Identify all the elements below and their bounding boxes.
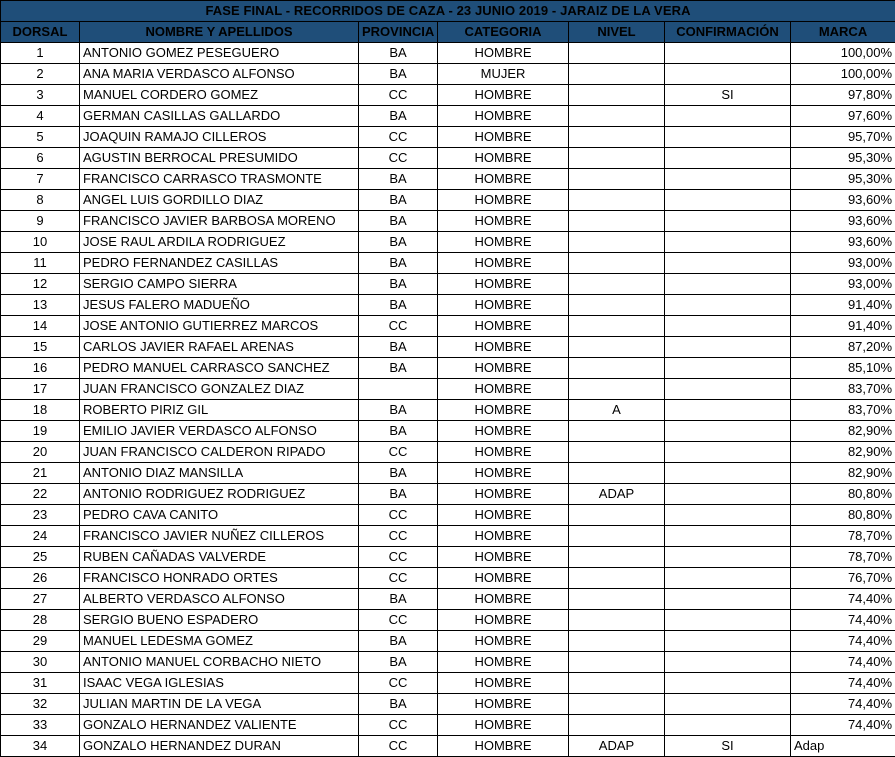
cell-marca: 74,40%: [791, 673, 895, 694]
cell-confirmacion: [665, 190, 791, 211]
cell-dorsal: 33: [1, 715, 80, 736]
cell-dorsal: 18: [1, 400, 80, 421]
table-row: [1, 400, 895, 421]
cell-nombre: GONZALO HERNANDEZ DURAN: [80, 736, 359, 757]
cell-marca: 80,80%: [791, 505, 895, 526]
cell-confirmacion: [665, 337, 791, 358]
cell-confirmacion: [665, 358, 791, 379]
cell-confirmacion: [665, 421, 791, 442]
cell-confirmacion: [665, 148, 791, 169]
cell-confirmacion: [665, 253, 791, 274]
cell-nivel: [569, 547, 665, 568]
cell-marca: 91,40%: [791, 316, 895, 337]
cell-nombre: ROBERTO PIRIZ GIL: [80, 400, 359, 421]
table-row: [1, 253, 895, 274]
cell-marca: 97,60%: [791, 106, 895, 127]
cell-nombre: CARLOS JAVIER RAFAEL ARENAS: [80, 337, 359, 358]
cell-confirmacion: [665, 631, 791, 652]
cell-categoria: HOMBRE: [438, 694, 569, 715]
table-row: [1, 127, 895, 148]
table-row: [1, 169, 895, 190]
column-header-categoria: CATEGORIA: [438, 22, 569, 43]
cell-provincia: BA: [359, 295, 438, 316]
cell-categoria: HOMBRE: [438, 484, 569, 505]
cell-nombre: ANA MARIA VERDASCO ALFONSO: [80, 64, 359, 85]
cell-categoria: HOMBRE: [438, 610, 569, 631]
cell-confirmacion: [665, 463, 791, 484]
cell-confirmacion: [665, 547, 791, 568]
cell-confirmacion: [665, 673, 791, 694]
cell-categoria: HOMBRE: [438, 295, 569, 316]
cell-categoria: MUJER: [438, 64, 569, 85]
cell-nivel: [569, 64, 665, 85]
cell-provincia: BA: [359, 631, 438, 652]
cell-confirmacion: [665, 442, 791, 463]
column-header-confirmacion: CONFIRMACIÓN: [665, 22, 791, 43]
cell-nivel: [569, 85, 665, 106]
cell-confirmacion: [665, 589, 791, 610]
table-row: [1, 547, 895, 568]
cell-nivel: [569, 190, 665, 211]
cell-provincia: CC: [359, 568, 438, 589]
cell-nombre: ANTONIO DIAZ MANSILLA: [80, 463, 359, 484]
cell-provincia: BA: [359, 400, 438, 421]
cell-categoria: HOMBRE: [438, 589, 569, 610]
cell-confirmacion: [665, 484, 791, 505]
cell-dorsal: 11: [1, 253, 80, 274]
cell-confirmacion: [665, 610, 791, 631]
cell-marca: 97,80%: [791, 85, 895, 106]
table-row: [1, 610, 895, 631]
cell-categoria: HOMBRE: [438, 442, 569, 463]
cell-dorsal: 2: [1, 64, 80, 85]
cell-categoria: HOMBRE: [438, 631, 569, 652]
cell-dorsal: 9: [1, 211, 80, 232]
table-row: [1, 232, 895, 253]
table-row: [1, 421, 895, 442]
cell-provincia: CC: [359, 715, 438, 736]
cell-dorsal: 28: [1, 610, 80, 631]
cell-provincia: BA: [359, 589, 438, 610]
cell-nombre: EMILIO JAVIER VERDASCO ALFONSO: [80, 421, 359, 442]
cell-provincia: BA: [359, 106, 438, 127]
cell-categoria: HOMBRE: [438, 169, 569, 190]
cell-categoria: HOMBRE: [438, 736, 569, 757]
cell-dorsal: 15: [1, 337, 80, 358]
cell-categoria: HOMBRE: [438, 505, 569, 526]
cell-nombre: MANUEL LEDESMA GOMEZ: [80, 631, 359, 652]
cell-confirmacion: [665, 400, 791, 421]
cell-provincia: BA: [359, 232, 438, 253]
cell-provincia: [359, 379, 438, 400]
header-row: [1, 22, 895, 43]
cell-dorsal: 3: [1, 85, 80, 106]
cell-nombre: ANTONIO RODRIGUEZ RODRIGUEZ: [80, 484, 359, 505]
cell-dorsal: 17: [1, 379, 80, 400]
cell-marca: 83,70%: [791, 400, 895, 421]
table-row: [1, 379, 895, 400]
cell-categoria: HOMBRE: [438, 190, 569, 211]
cell-nivel: [569, 148, 665, 169]
cell-categoria: HOMBRE: [438, 463, 569, 484]
table-row: [1, 85, 895, 106]
cell-confirmacion: [665, 652, 791, 673]
cell-confirmacion: [665, 694, 791, 715]
cell-marca: 85,10%: [791, 358, 895, 379]
cell-provincia: BA: [359, 211, 438, 232]
table-row: [1, 484, 895, 505]
cell-provincia: BA: [359, 652, 438, 673]
cell-provincia: CC: [359, 547, 438, 568]
cell-marca: Adap: [791, 736, 895, 757]
cell-nombre: MANUEL CORDERO GOMEZ: [80, 85, 359, 106]
cell-nombre: SERGIO CAMPO SIERRA: [80, 274, 359, 295]
cell-provincia: BA: [359, 358, 438, 379]
cell-dorsal: 23: [1, 505, 80, 526]
cell-nombre: ANGEL LUIS GORDILLO DIAZ: [80, 190, 359, 211]
cell-marca: 80,80%: [791, 484, 895, 505]
cell-nombre: PEDRO MANUEL CARRASCO SANCHEZ: [80, 358, 359, 379]
cell-marca: 93,00%: [791, 253, 895, 274]
table-row: [1, 526, 895, 547]
cell-nivel: [569, 169, 665, 190]
cell-dorsal: 31: [1, 673, 80, 694]
table-row: [1, 316, 895, 337]
cell-nivel: [569, 232, 665, 253]
cell-dorsal: 14: [1, 316, 80, 337]
cell-nombre: PEDRO CAVA CANITO: [80, 505, 359, 526]
cell-confirmacion: [665, 232, 791, 253]
cell-dorsal: 8: [1, 190, 80, 211]
cell-nivel: [569, 442, 665, 463]
cell-categoria: HOMBRE: [438, 211, 569, 232]
cell-provincia: BA: [359, 463, 438, 484]
cell-marca: 74,40%: [791, 694, 895, 715]
cell-marca: 87,20%: [791, 337, 895, 358]
cell-dorsal: 29: [1, 631, 80, 652]
cell-categoria: HOMBRE: [438, 547, 569, 568]
cell-nombre: JESUS FALERO MADUEÑO: [80, 295, 359, 316]
cell-dorsal: 21: [1, 463, 80, 484]
column-header-dorsal: DORSAL: [1, 22, 80, 43]
table-row: [1, 442, 895, 463]
table-row: [1, 106, 895, 127]
cell-nombre: FRANCISCO HONRADO ORTES: [80, 568, 359, 589]
cell-dorsal: 27: [1, 589, 80, 610]
cell-confirmacion: [665, 274, 791, 295]
table-row: [1, 568, 895, 589]
cell-categoria: HOMBRE: [438, 379, 569, 400]
cell-marca: 76,70%: [791, 568, 895, 589]
results-body: [1, 43, 895, 757]
cell-dorsal: 1: [1, 43, 80, 64]
cell-marca: 74,40%: [791, 715, 895, 736]
cell-categoria: HOMBRE: [438, 274, 569, 295]
cell-nombre: JOSE RAUL ARDILA RODRIGUEZ: [80, 232, 359, 253]
cell-provincia: CC: [359, 673, 438, 694]
cell-categoria: HOMBRE: [438, 673, 569, 694]
cell-dorsal: 20: [1, 442, 80, 463]
cell-confirmacion: [665, 568, 791, 589]
table-row: [1, 295, 895, 316]
table-row: [1, 505, 895, 526]
table-row: [1, 631, 895, 652]
cell-categoria: HOMBRE: [438, 148, 569, 169]
cell-dorsal: 6: [1, 148, 80, 169]
cell-categoria: HOMBRE: [438, 253, 569, 274]
cell-categoria: HOMBRE: [438, 358, 569, 379]
cell-confirmacion: [665, 526, 791, 547]
cell-dorsal: 32: [1, 694, 80, 715]
cell-confirmacion: [665, 316, 791, 337]
cell-confirmacion: [665, 106, 791, 127]
cell-provincia: CC: [359, 526, 438, 547]
cell-nombre: ALBERTO VERDASCO ALFONSO: [80, 589, 359, 610]
column-header-provincia: PROVINCIA: [359, 22, 438, 43]
cell-nivel: [569, 652, 665, 673]
cell-marca: 95,70%: [791, 127, 895, 148]
cell-nivel: [569, 463, 665, 484]
cell-confirmacion: [665, 295, 791, 316]
table-row: [1, 43, 895, 64]
cell-marca: 74,40%: [791, 610, 895, 631]
cell-nivel: [569, 568, 665, 589]
cell-nivel: [569, 337, 665, 358]
cell-marca: 95,30%: [791, 169, 895, 190]
cell-dorsal: 34: [1, 736, 80, 757]
cell-dorsal: 25: [1, 547, 80, 568]
cell-marca: 93,60%: [791, 211, 895, 232]
cell-confirmacion: [665, 715, 791, 736]
cell-nombre: JOSE ANTONIO GUTIERREZ MARCOS: [80, 316, 359, 337]
table-row: [1, 337, 895, 358]
cell-nivel: A: [569, 400, 665, 421]
cell-marca: 78,70%: [791, 526, 895, 547]
table-row: [1, 64, 895, 85]
cell-dorsal: 19: [1, 421, 80, 442]
table-row: [1, 190, 895, 211]
cell-confirmacion: [665, 169, 791, 190]
cell-nivel: [569, 589, 665, 610]
cell-nombre: JUAN FRANCISCO GONZALEZ DIAZ: [80, 379, 359, 400]
cell-confirmacion: [665, 64, 791, 85]
cell-confirmacion: [665, 127, 791, 148]
cell-provincia: BA: [359, 694, 438, 715]
cell-provincia: CC: [359, 610, 438, 631]
cell-provincia: BA: [359, 274, 438, 295]
cell-provincia: CC: [359, 736, 438, 757]
title-row: [1, 1, 895, 22]
cell-dorsal: 10: [1, 232, 80, 253]
table-row: [1, 358, 895, 379]
cell-dorsal: 30: [1, 652, 80, 673]
cell-provincia: BA: [359, 64, 438, 85]
cell-confirmacion: [665, 505, 791, 526]
cell-provincia: BA: [359, 484, 438, 505]
cell-nivel: ADAP: [569, 484, 665, 505]
cell-nivel: [569, 316, 665, 337]
cell-categoria: HOMBRE: [438, 316, 569, 337]
cell-nivel: [569, 673, 665, 694]
cell-nombre: ISAAC VEGA IGLESIAS: [80, 673, 359, 694]
cell-marca: 82,90%: [791, 463, 895, 484]
cell-marca: 93,00%: [791, 274, 895, 295]
cell-nivel: [569, 379, 665, 400]
cell-dorsal: 4: [1, 106, 80, 127]
cell-provincia: CC: [359, 505, 438, 526]
cell-categoria: HOMBRE: [438, 568, 569, 589]
cell-confirmacion: [665, 43, 791, 64]
cell-dorsal: 5: [1, 127, 80, 148]
cell-marca: 91,40%: [791, 295, 895, 316]
table-row: [1, 694, 895, 715]
cell-nivel: ADAP: [569, 736, 665, 757]
cell-marca: 74,40%: [791, 652, 895, 673]
cell-provincia: BA: [359, 421, 438, 442]
cell-categoria: HOMBRE: [438, 421, 569, 442]
cell-marca: 100,00%: [791, 64, 895, 85]
cell-dorsal: 24: [1, 526, 80, 547]
cell-confirmacion: SI: [665, 85, 791, 106]
cell-nombre: FRANCISCO JAVIER NUÑEZ CILLEROS: [80, 526, 359, 547]
cell-nombre: FRANCISCO CARRASCO TRASMONTE: [80, 169, 359, 190]
cell-nivel: [569, 526, 665, 547]
cell-marca: 82,90%: [791, 442, 895, 463]
cell-dorsal: 13: [1, 295, 80, 316]
cell-categoria: HOMBRE: [438, 232, 569, 253]
table-row: [1, 736, 895, 757]
cell-marca: 83,70%: [791, 379, 895, 400]
cell-dorsal: 26: [1, 568, 80, 589]
cell-nivel: [569, 253, 665, 274]
cell-provincia: CC: [359, 442, 438, 463]
cell-marca: 95,30%: [791, 148, 895, 169]
cell-dorsal: 7: [1, 169, 80, 190]
cell-nivel: [569, 43, 665, 64]
cell-nombre: RUBEN CAÑADAS VALVERDE: [80, 547, 359, 568]
cell-nombre: GONZALO HERNANDEZ VALIENTE: [80, 715, 359, 736]
cell-categoria: HOMBRE: [438, 43, 569, 64]
column-header-nivel: NIVEL: [569, 22, 665, 43]
cell-nombre: PEDRO FERNANDEZ CASILLAS: [80, 253, 359, 274]
cell-marca: 74,40%: [791, 631, 895, 652]
cell-provincia: CC: [359, 127, 438, 148]
table-row: [1, 211, 895, 232]
cell-nombre: ANTONIO MANUEL CORBACHO NIETO: [80, 652, 359, 673]
cell-provincia: CC: [359, 316, 438, 337]
table-row: [1, 715, 895, 736]
table-row: [1, 589, 895, 610]
cell-nivel: [569, 421, 665, 442]
cell-categoria: HOMBRE: [438, 400, 569, 421]
cell-nombre: SERGIO BUENO ESPADERO: [80, 610, 359, 631]
cell-nivel: [569, 211, 665, 232]
cell-nivel: [569, 274, 665, 295]
cell-nivel: [569, 715, 665, 736]
cell-categoria: HOMBRE: [438, 526, 569, 547]
table-row: [1, 673, 895, 694]
cell-dorsal: 22: [1, 484, 80, 505]
cell-categoria: HOMBRE: [438, 715, 569, 736]
cell-categoria: HOMBRE: [438, 127, 569, 148]
table-row: [1, 274, 895, 295]
cell-marca: 93,60%: [791, 190, 895, 211]
table-row: [1, 463, 895, 484]
cell-confirmacion: [665, 379, 791, 400]
cell-nivel: [569, 106, 665, 127]
cell-categoria: HOMBRE: [438, 106, 569, 127]
cell-nivel: [569, 610, 665, 631]
cell-marca: 78,70%: [791, 547, 895, 568]
cell-nombre: GERMAN CASILLAS GALLARDO: [80, 106, 359, 127]
sheet-title: FASE FINAL - RECORRIDOS DE CAZA - 23 JUNIO 2019 - JARAIZ DE LA VERA: [1, 1, 895, 22]
cell-nivel: [569, 295, 665, 316]
cell-provincia: BA: [359, 43, 438, 64]
cell-dorsal: 12: [1, 274, 80, 295]
cell-nivel: [569, 505, 665, 526]
cell-categoria: HOMBRE: [438, 85, 569, 106]
table-row: [1, 652, 895, 673]
cell-categoria: HOMBRE: [438, 337, 569, 358]
cell-nombre: FRANCISCO JAVIER BARBOSA MORENO: [80, 211, 359, 232]
cell-provincia: CC: [359, 148, 438, 169]
cell-nombre: ANTONIO GOMEZ PESEGUERO: [80, 43, 359, 64]
cell-provincia: BA: [359, 337, 438, 358]
cell-nivel: [569, 694, 665, 715]
cell-provincia: CC: [359, 85, 438, 106]
cell-nombre: AGUSTIN BERROCAL PRESUMIDO: [80, 148, 359, 169]
cell-provincia: BA: [359, 253, 438, 274]
cell-marca: 82,90%: [791, 421, 895, 442]
cell-marca: 74,40%: [791, 589, 895, 610]
cell-nivel: [569, 358, 665, 379]
cell-confirmacion: SI: [665, 736, 791, 757]
cell-nombre: JOAQUIN RAMAJO CILLEROS: [80, 127, 359, 148]
table-row: [1, 148, 895, 169]
cell-nivel: [569, 127, 665, 148]
cell-nombre: JULIAN MARTIN DE LA VEGA: [80, 694, 359, 715]
cell-categoria: HOMBRE: [438, 652, 569, 673]
cell-confirmacion: [665, 211, 791, 232]
cell-provincia: BA: [359, 190, 438, 211]
cell-marca: 93,60%: [791, 232, 895, 253]
column-header-nombre: NOMBRE Y APELLIDOS: [80, 22, 359, 43]
cell-provincia: BA: [359, 169, 438, 190]
cell-dorsal: 16: [1, 358, 80, 379]
cell-nombre: JUAN FRANCISCO CALDERON RIPADO: [80, 442, 359, 463]
cell-marca: 100,00%: [791, 43, 895, 64]
cell-nivel: [569, 631, 665, 652]
column-header-marca: MARCA: [791, 22, 895, 43]
